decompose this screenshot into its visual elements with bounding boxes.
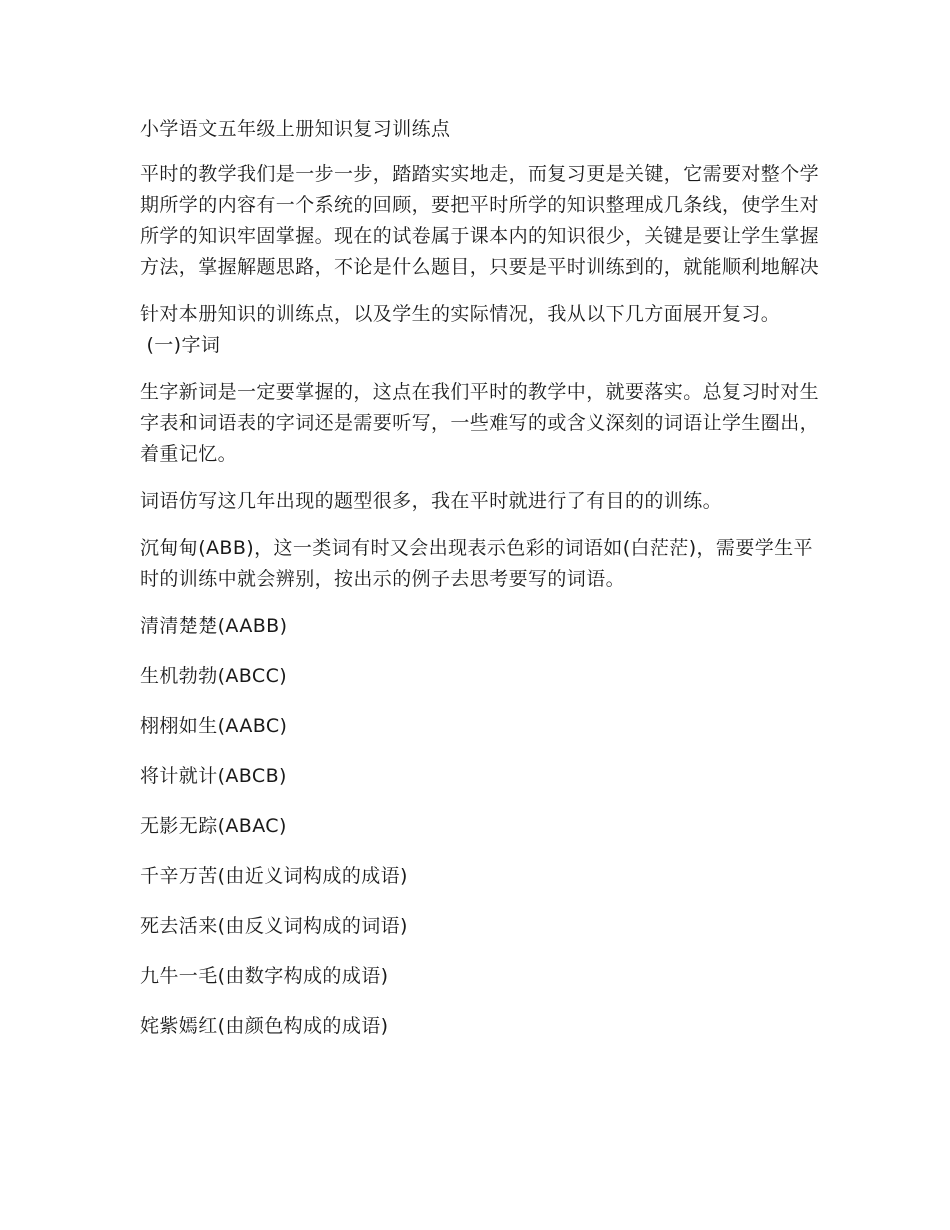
example-item: 生机勃勃(ABCC) [140, 665, 288, 687]
document-title: 小学语文五年级上册知识复习训练点 [140, 118, 451, 140]
example-item: 清清楚楚(AABB) [140, 615, 288, 637]
plan-line-1: 针对本册知识的训练点，以及学生的实际情况，我从以下几方面展开复习。 [140, 303, 781, 325]
example-item: 无影无踪(ABAC) [140, 815, 287, 837]
example-item: 栩栩如生(AABC) [140, 715, 288, 737]
words-paragraph: 生字新词是一定要掌握的，这点在我们平时的教学中，就要落实。总复习时对生字表和词语表的字词还是需要听写，一些难写的或含义深刻的词语让学生圈出，着重记忆。 [140, 381, 820, 465]
example-item: 姹紫嫣红(由颜色构成的成语) [140, 1015, 389, 1037]
example-item: 千辛万苦(由近义词构成的成语) [140, 865, 408, 887]
section-heading-words: (一)字词 [140, 334, 221, 356]
example-item: 九牛一毛(由数字构成的成语) [140, 965, 389, 987]
abb-paragraph: 沉甸甸(ABB)，这一类词有时又会出现表示色彩的词语如(白茫茫)，需要学生平时的训练中就会辨别，按出示的例子去思考要写的词语。 [140, 537, 813, 590]
plan-paragraph [140, 299, 840, 361]
intro-paragraph: 平时的教学我们是一步一步，踏踏实实地走，而复习更是关键，它需要对整个学期所学的内容有一个系统的回顾，要把平时所学的知识整理成几条线，使学生对所学的知识牢固掌握。现在的试卷属于课本内的知识很少，关键是要让学生掌握方法，掌握解题思路，不论是什么题目，只要是平时训练到的，就能顺利地解决 [140, 163, 820, 278]
example-item: 死去活来(由反义词构成的词语) [140, 915, 408, 937]
example-item: 将计就计(ABCB) [140, 765, 287, 787]
imitation-paragraph: 词语仿写这几年出现的题型很多，我在平时就进行了有目的的训练。 [140, 490, 723, 512]
document-page [140, 114, 830, 1061]
